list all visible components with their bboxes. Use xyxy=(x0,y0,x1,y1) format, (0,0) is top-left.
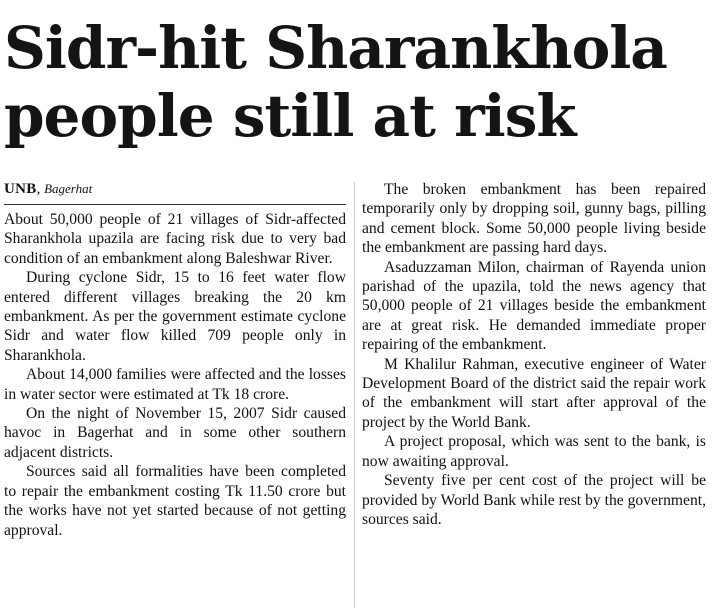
headline xyxy=(4,14,710,150)
headline-line-1: Sidr-hit Sharankhola xyxy=(4,14,667,82)
byline-place: Bagerhat xyxy=(44,181,93,196)
article-paragraph: About 14,000 families were affected and the losses in water sector were estimated at Tk 18 crore. xyxy=(4,366,346,403)
article-paragraph: A project proposal, which was sent to the bank, is now awaiting approval. xyxy=(362,433,706,470)
byline xyxy=(4,180,346,205)
article-paragraph: The broken embankment has been repaired temporarily only by dropping soil, gunny bags, pilling and cement block. Some 50,000 people living beside the embankment are passing hard days. xyxy=(362,181,706,257)
article-paragraph: M Khalilur Rahman, executive engineer of Water Development Board of the district said the repair work of the embankment will start after approval of the project by the World Bank. xyxy=(362,355,706,431)
byline-separator: , xyxy=(36,181,45,197)
headline-line-2: people still at risk xyxy=(4,82,576,150)
article-column-left xyxy=(4,180,346,540)
article-paragraph: Sources said all formalities have been completed to repair the embankment costing Tk 11.50 crore but the works have not yet started because of not getting approval. xyxy=(4,463,346,539)
article-paragraph: Asaduzzaman Milon, chairman of Rayenda union parishad of the upazila, told the news agency that 50,000 people of 21 villages beside the embankment are at great risk. He demanded immediate proper repairing of the embankment. xyxy=(362,258,706,354)
article-paragraph: During cyclone Sidr, 15 to 16 feet water flow entered different villages breaking the 20 km embankment. As per the government estimate cyclone Sidr and water flow killed 709 people only in Sharankhola. xyxy=(4,269,346,364)
byline-agency: UNB xyxy=(4,181,37,197)
article-paragraph: Seventy five per cent cost of the project will be provided by World Bank while rest by the government, sources said. xyxy=(362,472,706,528)
column-divider xyxy=(354,182,355,608)
article-paragraph: About 50,000 people of 21 villages of Sidr-affected Sharankhola upazila are facing risk due to very bad condition of an embankment along Baleshwar River. xyxy=(4,211,346,267)
article-paragraph: On the night of November 15, 2007 Sidr caused havoc in Bagerhat and in some other southern adjacent districts. xyxy=(4,405,346,461)
article-column-right xyxy=(362,180,706,529)
